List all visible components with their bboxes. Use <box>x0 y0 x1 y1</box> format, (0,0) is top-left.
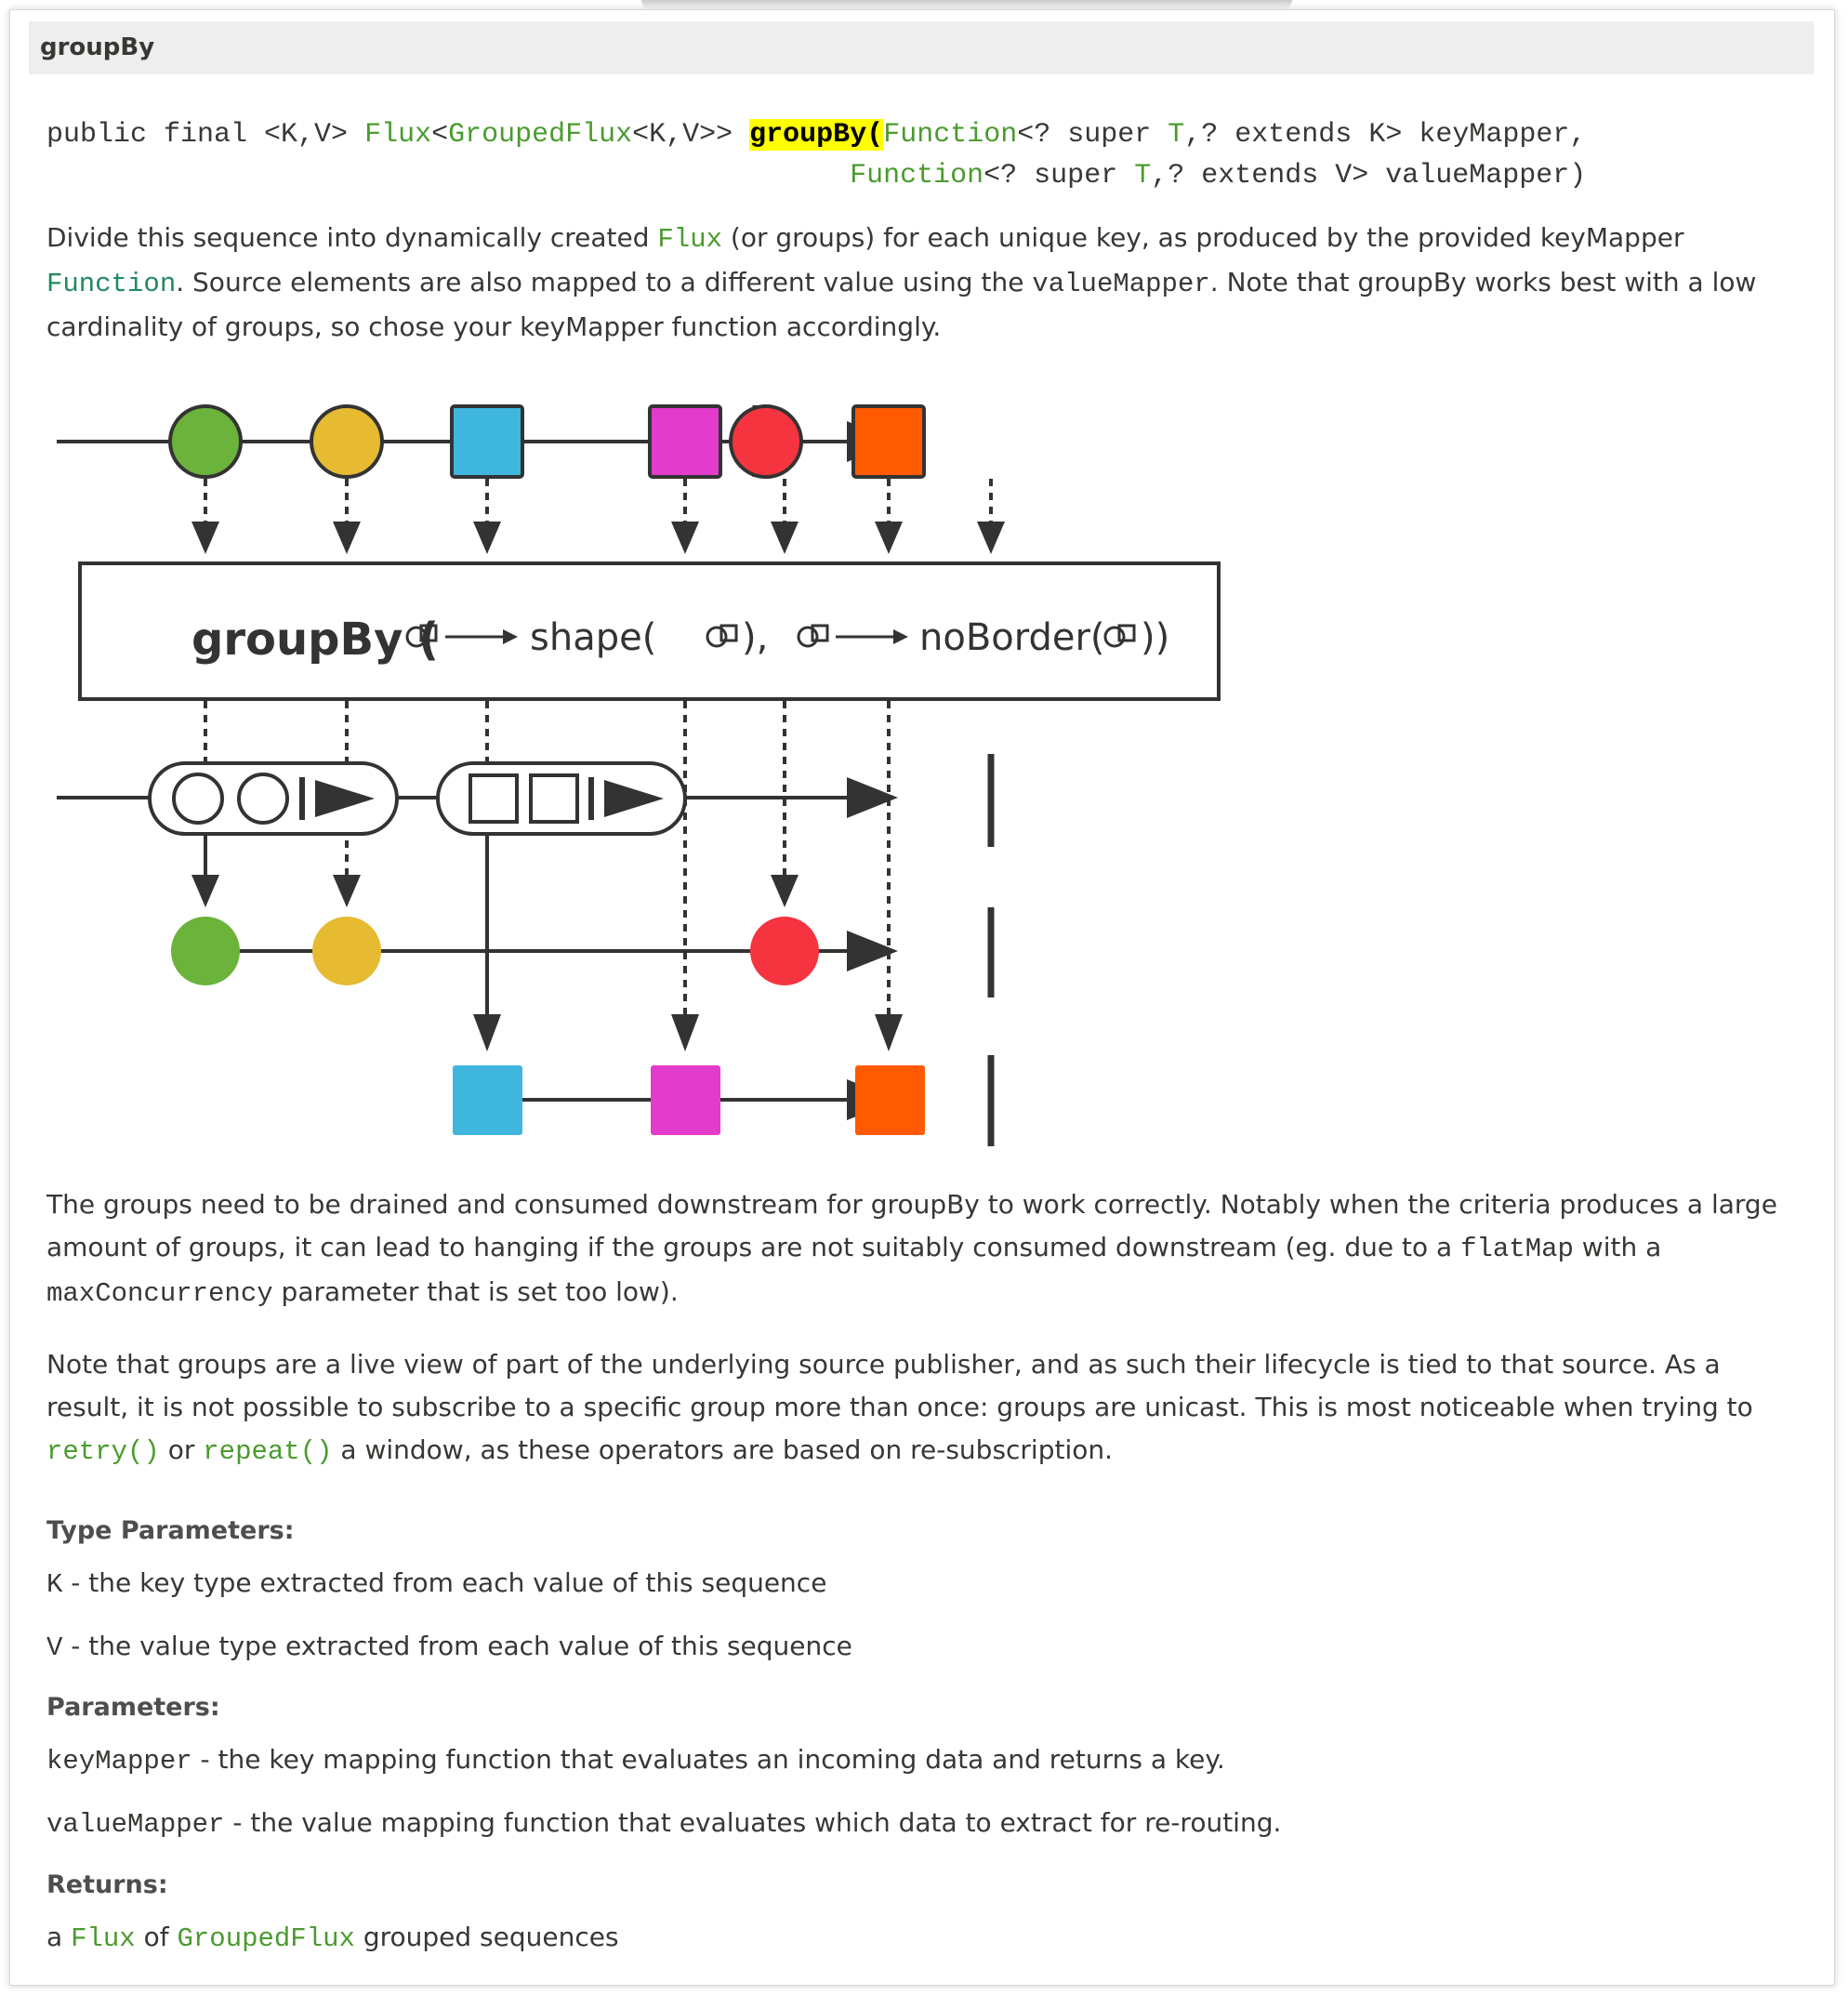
flatmap-code: flatMap <box>1460 1234 1574 1264</box>
red-group-arrow-head <box>771 875 799 907</box>
desc-text-1: Divide this sequence into dynamically created <box>46 222 658 253</box>
marble-diagram <box>57 382 1274 1163</box>
sig-lt: < <box>431 119 449 151</box>
returns-text-a: a <box>46 1922 72 1952</box>
group-magenta-square <box>651 1065 720 1135</box>
drain-note-paragraph <box>46 1183 1794 1315</box>
type-parameters-label: Type Parameters: <box>46 1516 295 1545</box>
para2-text-2: with a <box>1573 1232 1662 1262</box>
circle-group-timeline-arrow <box>847 931 898 971</box>
returns-description <box>46 1922 619 1954</box>
operator-label: groupBy ( <box>191 614 440 666</box>
type-param-k <box>46 1567 826 1600</box>
desc-text-4: . Note that groupBy works best with a low cardinality of groups, so chose your keyMapper function accordingly. <box>46 267 1757 342</box>
desc-text-2: (or groups) for each unique key, as produced by the provided keyMapper <box>722 222 1684 253</box>
function-type-link-1[interactable]: Function <box>883 119 1018 151</box>
type-param-t-1: T <box>1168 119 1185 151</box>
type-param-k-desc: - the key type extracted from each value of this sequence <box>62 1567 827 1598</box>
type-param-t-2: T <box>1134 160 1152 192</box>
type-param-v <box>46 1631 852 1663</box>
flux-link[interactable]: Flux <box>657 224 723 255</box>
group-yellow-circle <box>312 917 381 985</box>
para3-text-1: Note that groups are a live view of part of the underlying source publisher, and as such their lifecycle is tied to that source. As a result, it is not possible to subscribe to a specific group more than once: groups are unicast. This is most noticeable when trying to <box>46 1349 1753 1422</box>
groupedflux-type-link[interactable]: GroupedFlux <box>448 119 633 151</box>
method-description <box>46 217 1794 349</box>
input-arrow-heads <box>191 522 1005 554</box>
group-green-circle <box>171 917 240 985</box>
sig-p1-mid: <? super <box>1017 119 1168 151</box>
orange-group-arrow-head <box>875 1014 903 1051</box>
sig-prefix: public final <K,V> <box>46 119 365 151</box>
para3-text-2: or <box>159 1434 204 1465</box>
source-orange-square <box>853 406 924 477</box>
sig-ret-tail: <K,V>> <box>632 119 750 151</box>
square-group-arrow-head <box>473 1014 501 1051</box>
parameters-label: Parameters: <box>46 1693 220 1722</box>
param-valuemapper-name: valueMapper <box>46 1809 225 1840</box>
member-name-header: groupBy <box>29 21 1814 74</box>
group-flux-marble-squares <box>438 763 685 834</box>
returns-text-of: of <box>135 1922 178 1952</box>
circle-group-arrow-head <box>191 875 219 907</box>
type-param-k-name: K <box>46 1569 63 1600</box>
sig-p2-mid: <? super <box>983 160 1135 192</box>
magenta-group-arrow-head <box>671 1014 699 1051</box>
type-param-v-name: V <box>46 1632 63 1663</box>
returns-groupedflux-link[interactable]: GroupedFlux <box>177 1923 355 1954</box>
param-valuemapper-desc: - the value mapping function that evaluates which data to extract for re-routing. <box>224 1807 1282 1838</box>
top-shadow <box>641 0 1292 9</box>
dotted-input-lines <box>205 479 991 522</box>
group-red-circle <box>750 917 819 985</box>
function-type-link-2[interactable]: Function <box>850 160 984 192</box>
method-signature <box>46 114 1586 196</box>
shape-label: shape( <box>530 616 657 659</box>
maxconcurrency-code: maxConcurrency <box>46 1278 273 1309</box>
function-link[interactable]: Function <box>46 269 177 299</box>
source-magenta-square <box>650 406 720 477</box>
sig-p2-rest: ,? extends V> valueMapper) <box>1151 160 1587 192</box>
para3-text-3: a window, as these operators are based on re-subscription. <box>332 1434 1114 1465</box>
groups-arrow-head <box>847 777 898 818</box>
returns-flux-link[interactable]: Flux <box>71 1923 136 1954</box>
sig-p1-rest: ,? extends K> keyMapper, <box>1184 119 1587 151</box>
yellow-group-arrow-head <box>333 875 361 907</box>
group-blue-square <box>453 1065 522 1135</box>
group-orange-square <box>855 1065 925 1135</box>
source-red-circle <box>731 406 801 477</box>
noborder-label: noBorder( <box>919 616 1105 659</box>
type-param-v-desc: - the value type extracted from each value of this sequence <box>62 1631 852 1661</box>
param-valuemapper <box>46 1807 1281 1840</box>
source-blue-square <box>452 406 522 477</box>
member-detail-card <box>9 9 1835 1986</box>
source-yellow-circle <box>311 406 382 477</box>
source-green-circle <box>170 406 241 477</box>
valuemapper-code: valueMapper <box>1032 269 1210 299</box>
flux-type-link[interactable]: Flux <box>364 119 432 151</box>
repeat-link[interactable]: repeat() <box>203 1436 333 1467</box>
group-flux-marble-circles <box>150 763 397 834</box>
param-keymapper <box>46 1744 1225 1777</box>
para2-text-1: The groups need to be drained and consumed downstream for groupBy to work correctly. Notably when the criteria produces a large amount of groups, it can lead to hanging if the groups are not suitably consumed downstream (eg. due to a <box>46 1189 1777 1262</box>
returns-label: Returns: <box>46 1870 168 1899</box>
desc-text-3: . Source elements are also mapped to a different value using the <box>176 267 1033 297</box>
retry-link[interactable]: retry() <box>46 1436 160 1467</box>
returns-text-tail: grouped sequences <box>354 1922 619 1952</box>
noborder-close: )) <box>1141 616 1170 659</box>
method-name-highlight: groupBy( <box>749 119 884 151</box>
param-keymapper-desc: - the key mapping function that evaluates an incoming data and returns a key. <box>191 1744 1225 1775</box>
unicast-note-paragraph <box>46 1343 1794 1473</box>
shape-comma: ), <box>742 616 769 659</box>
para2-text-3: parameter that is set too low). <box>272 1276 679 1307</box>
param-keymapper-name: keyMapper <box>46 1746 192 1777</box>
